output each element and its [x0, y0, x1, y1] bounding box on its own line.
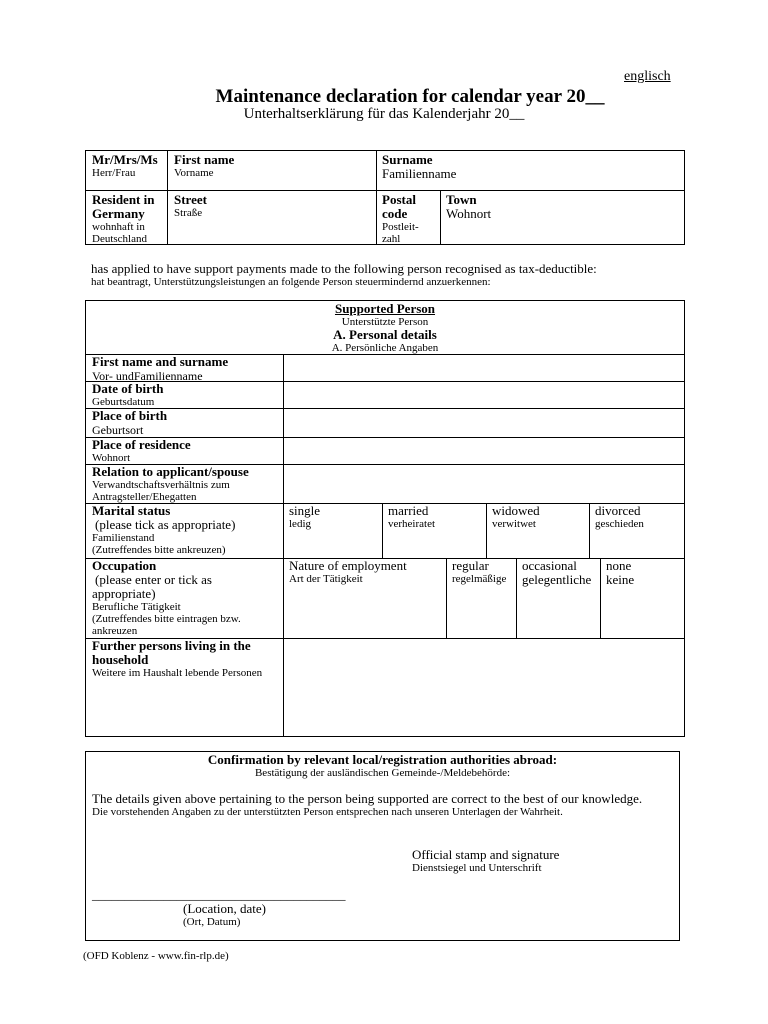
row-name-label: First name and surname Vor- undFamilienname	[92, 354, 229, 383]
supported-person-table	[85, 300, 685, 737]
marital-option-divorced[interactable]: divorced geschieden	[595, 503, 644, 530]
location-date-line[interactable]: _______________________________________	[92, 887, 346, 902]
footer-source: (OFD Koblenz - www.fin-rlp.de)	[83, 950, 229, 962]
row-dob-label: Date of birth Geburtsdatum	[92, 381, 164, 408]
relation-input[interactable]	[283, 464, 684, 503]
salutation-label: Mr/Mrs/Ms Herr/Frau	[92, 152, 158, 179]
intro-text: has applied to have support payments made to the following person recognised as tax-deductible: hat beantragt, Unterstützungsleistungen an folgende Person steuermindernd anzuerkennen:	[91, 261, 597, 288]
dob-input[interactable]	[283, 381, 684, 408]
confirmation-box	[85, 751, 680, 941]
page-subtitle: Unterhaltserklärung für das Kalenderjahr 20__	[243, 106, 525, 122]
row-household-label: Further persons living in the household Weitere im Haushalt lebende Personen	[92, 638, 263, 679]
row-relation-label: Relation to applicant/spouse Verwandtschaftsverhältnis zum Antragsteller/Ehegatten	[92, 464, 249, 503]
employment-none-option[interactable]: none keine	[606, 558, 635, 587]
row-occupation-label: Occupation (please enter or tick as appropriate) Berufliche Tätigkeit (Zutreffendes bitte eintragen bzw. ankreuzen	[92, 558, 241, 637]
pob-input[interactable]	[283, 408, 684, 437]
supported-person-heading: Supported Person Unterstützte Person A. Personal details A. Persönliche Angaben	[331, 301, 439, 354]
confirmation-text: The details given above pertaining to the person being supported are correct to the best of our knowledge. Die vorstehenden Angaben zu der unterstützten Person entsprechen nach unseren Unterlagen der Wahrheit.	[92, 791, 643, 818]
surname-field[interactable]: Surname Familienname	[382, 152, 457, 181]
row-pob-label: Place of birth Geburtsort	[92, 408, 168, 437]
marital-option-married[interactable]: married verheiratet	[388, 503, 436, 530]
official-stamp-label: Official stamp and signature Dienstsiegel und Unterschrift	[412, 847, 560, 874]
employment-nature-field[interactable]: Nature of employment Art der Tätigkeit	[289, 558, 407, 585]
row-residence-label: Place of residence Wohnort	[92, 437, 191, 464]
residence-input[interactable]	[283, 437, 684, 464]
employment-occasional-option[interactable]: occasional gelegentliche	[522, 558, 592, 587]
name-input[interactable]	[283, 354, 684, 381]
marital-option-widowed[interactable]: widowed verwitwet	[492, 503, 540, 530]
first-name-field[interactable]: First name Vorname	[174, 152, 235, 179]
location-date-label: (Location, date) (Ort, Datum)	[183, 901, 267, 928]
row-marital-label: Marital status (please tick as appropriate) Familienstand (Zutreffendes bitte ankreuzen)	[92, 503, 236, 556]
town-field[interactable]: Town Wohnort	[446, 192, 492, 221]
marital-option-single[interactable]: single ledig	[289, 503, 321, 530]
postal-code-field[interactable]: Postal code Postleit- zahl	[382, 192, 419, 245]
resident-label: Resident in Germany wohnhaft in Deutschland	[92, 192, 155, 245]
applicant-table	[85, 150, 685, 245]
street-field[interactable]: Street Straße	[174, 192, 207, 219]
household-input[interactable]	[283, 638, 684, 736]
page-title: Maintenance declaration for calendar year 20__	[215, 86, 605, 107]
confirmation-heading: Confirmation by relevant local/registration authorities abroad: Bestätigung der ausländischen Gemeinde-/Meldebehörde:	[207, 752, 558, 779]
language-label: englisch	[624, 69, 671, 84]
employment-regular-option[interactable]: regular regelmäßige	[452, 558, 507, 585]
